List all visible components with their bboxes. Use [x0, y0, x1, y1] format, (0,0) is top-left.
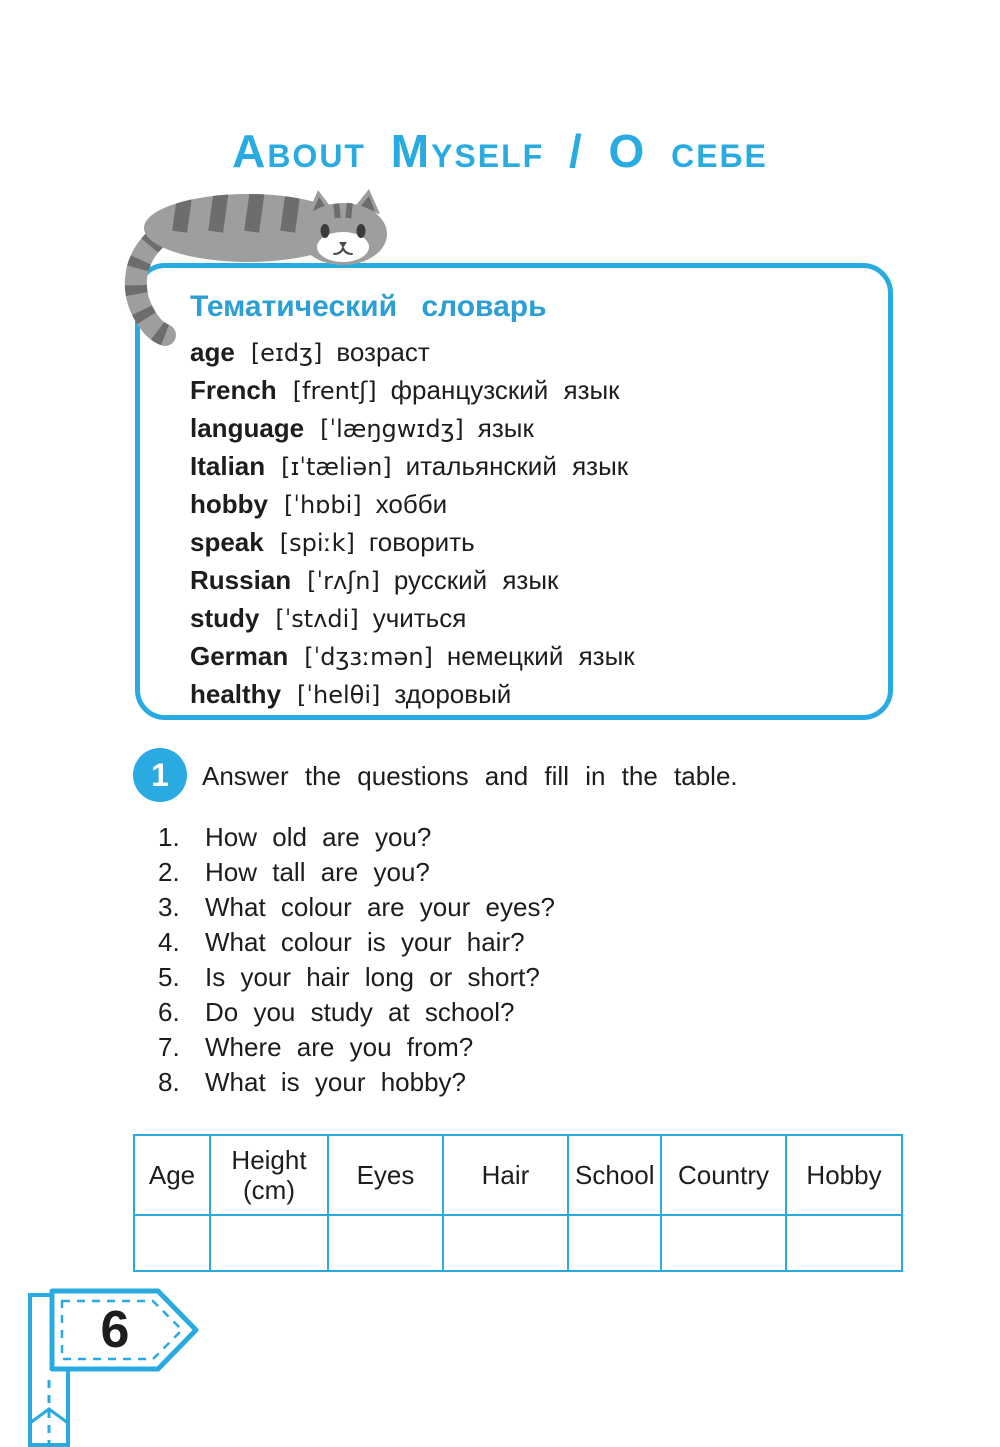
vocab-translation: хобби — [375, 489, 448, 519]
vocab-transcription: [spiːk] — [279, 529, 355, 557]
vocab-entry — [190, 486, 868, 524]
vocab-entry — [190, 372, 868, 410]
vocab-word: language — [190, 413, 305, 443]
question-item — [158, 995, 555, 1030]
table-header-height: Height (cm) — [210, 1135, 328, 1215]
vocab-word: speak — [190, 527, 264, 557]
vocab-translation: здоровый — [394, 679, 512, 709]
vocab-entry — [190, 524, 868, 562]
exercise-instruction: Answer the questions and fill in the table. — [202, 761, 738, 791]
table-cell — [328, 1215, 443, 1271]
question-number: 8. — [158, 1067, 180, 1097]
question-item — [158, 855, 555, 890]
question-text: How old are you? — [205, 822, 432, 852]
vocab-transcription: [ˈlæŋgwɪdʒ] — [320, 415, 464, 443]
question-text: Where are you from? — [205, 1032, 474, 1062]
question-item — [158, 820, 555, 855]
question-number: 3. — [158, 892, 180, 922]
vocab-word: Italian — [190, 451, 266, 481]
vocab-transcription: [ˈstʌdi] — [275, 605, 359, 633]
question-number: 5. — [158, 962, 180, 992]
vocab-entry — [190, 638, 868, 676]
question-item — [158, 925, 555, 960]
table-cell — [443, 1215, 568, 1271]
vocab-word: German — [190, 641, 289, 671]
table-cell — [661, 1215, 786, 1271]
question-text: Is your hair long or short? — [205, 962, 540, 992]
question-item — [158, 1065, 555, 1100]
answers-table — [133, 1134, 903, 1272]
vocab-word: French — [190, 375, 277, 405]
question-number: 4. — [158, 927, 180, 957]
vocab-entry — [190, 410, 868, 448]
exercise-number-badge — [133, 748, 187, 802]
question-number: 7. — [158, 1032, 180, 1062]
vocab-translation: немецкий язык — [446, 641, 635, 671]
vocab-word: Russian — [190, 565, 292, 595]
page-number: 6 — [100, 1301, 130, 1359]
vocab-word: hobby — [190, 489, 268, 519]
vocab-translation: возраст — [336, 337, 430, 367]
question-text: What colour are your eyes? — [205, 892, 555, 922]
question-number: 6. — [158, 997, 180, 1027]
question-item — [158, 1030, 555, 1065]
vocab-entry — [190, 600, 868, 638]
question-list — [158, 820, 555, 1100]
vocab-transcription: [eɪdʒ] — [250, 339, 323, 367]
table-header-hobby: Hobby — [786, 1135, 902, 1215]
table-cell — [210, 1215, 328, 1271]
vocab-word: study — [190, 603, 260, 633]
vocab-transcription: [ˈdʒɜːmən] — [304, 643, 433, 671]
exercise-number: 1 — [151, 756, 169, 793]
vocab-transcription: [ˈhelθi] — [297, 681, 381, 709]
table-cell — [568, 1215, 661, 1271]
vocab-entry — [190, 676, 868, 714]
vocab-translation: учиться — [372, 603, 467, 633]
page-title: About Myself / О себе — [232, 125, 768, 177]
table-header-hair: Hair — [443, 1135, 568, 1215]
vocab-transcription: [frentʃ] — [292, 377, 377, 405]
table-header-eyes: Eyes — [328, 1135, 443, 1215]
table-cell — [786, 1215, 902, 1271]
vocab-transcription: [ˈrʌʃn] — [307, 567, 380, 595]
question-item — [158, 960, 555, 995]
vocabulary-heading: Тематический словарь — [190, 290, 547, 323]
cat-illustration — [124, 184, 404, 346]
table-header-age: Age — [134, 1135, 210, 1215]
vocab-translation: русский язык — [393, 565, 559, 595]
table-cell — [134, 1215, 210, 1271]
table-header-country: Country — [661, 1135, 786, 1215]
question-text: What is your hobby? — [205, 1067, 467, 1097]
table-row — [134, 1215, 902, 1271]
table-header-school: School — [568, 1135, 661, 1215]
vocab-entry — [190, 562, 868, 600]
table-header-row — [134, 1135, 902, 1215]
vocab-translation: итальянский язык — [405, 451, 629, 481]
vocab-translation: французский язык — [390, 375, 620, 405]
question-item — [158, 890, 555, 925]
question-text: How tall are you? — [205, 857, 430, 887]
vocab-translation: говорить — [368, 527, 475, 557]
vocab-entry — [190, 448, 868, 486]
vocab-transcription: [ɪˈtæliən] — [281, 453, 392, 481]
vocab-translation: язык — [477, 413, 534, 443]
question-number: 1. — [158, 822, 180, 852]
question-number: 2. — [158, 857, 180, 887]
vocab-word: healthy — [190, 679, 282, 709]
vocab-transcription: [ˈhɒbi] — [284, 491, 362, 519]
question-text: What colour is your hair? — [205, 927, 525, 957]
vocab-word: age — [190, 337, 235, 367]
question-text: Do you study at school? — [205, 997, 515, 1027]
